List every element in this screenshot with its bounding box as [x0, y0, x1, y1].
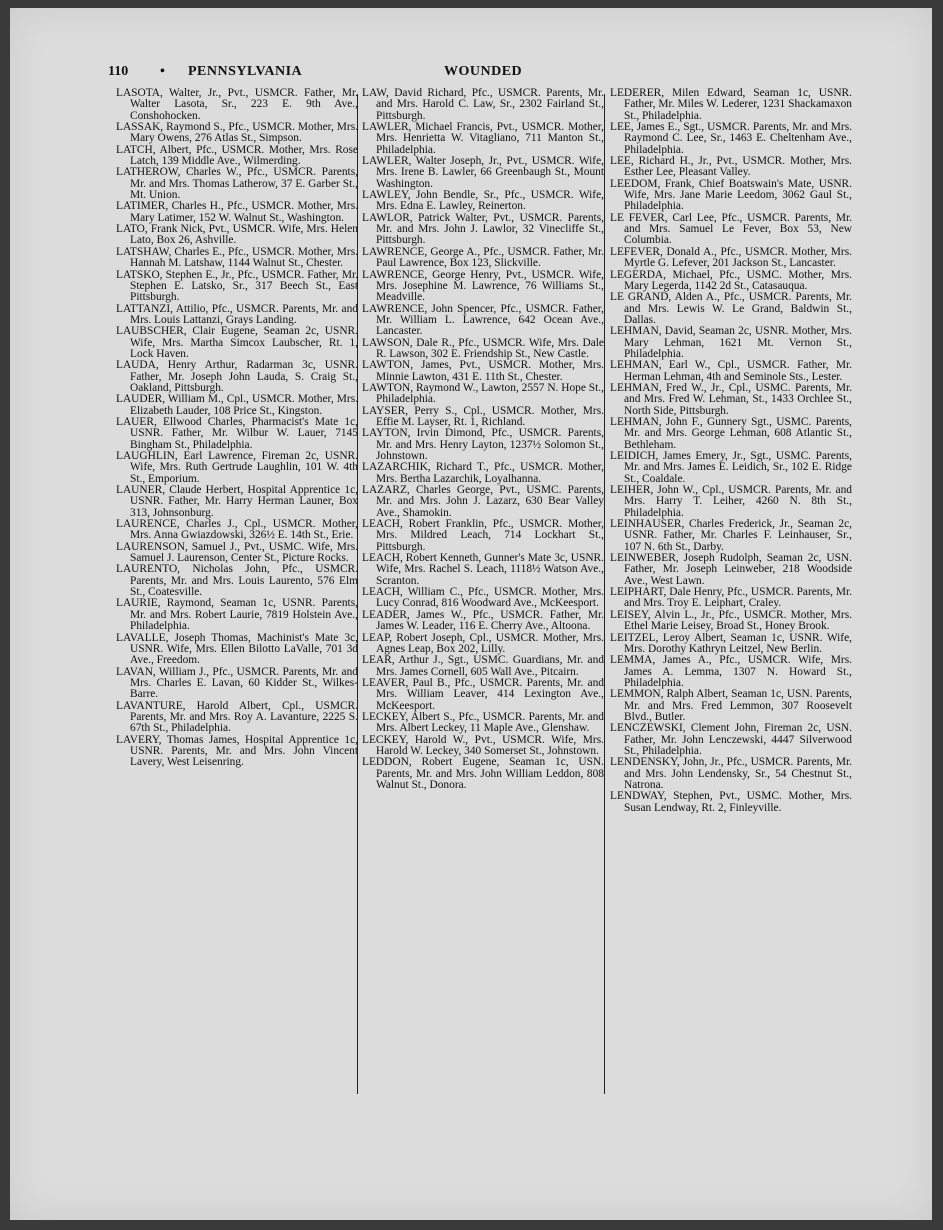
list-item: LAUDA, Henry Arthur, Radarman 3c, USNR. Father, Mr. Joseph John Lauda, S. Craig St., Oakland, Pittsburgh.: [116, 359, 358, 394]
list-item: LECKEY, Harold W., Pvt., USMCR. Wife, Mrs. Harold W. Leckey, 340 Somerset St., Johnstown.: [362, 733, 604, 757]
list-item: LEGERDA, Michael, Pfc., USMC. Mother, Mrs. Mary Legerda, 1142 2d St., Catasauqua.: [610, 268, 852, 292]
list-item: LATHEROW, Charles W., Pfc., USMCR. Parents, Mr. and Mrs. Thomas Latherow, 37 E. Garber St., Mt. Union.: [116, 166, 358, 202]
list-item: LAWTON, Raymond W., Lawton, 2557 N. Hope St., Philadelphia.: [362, 381, 604, 406]
list-item: LEINWEBER, Joseph Rudolph, Seaman 2c, USN. Father, Mr. Joseph Leinweber, 218 Woodside Ave., West Lawn.: [610, 552, 852, 587]
list-item: LAUBSCHER, Clair Eugene, Seaman 2c, USNR. Wife, Mrs. Martha Simcox Laubscher, Rt. 1, Lock Haven.: [116, 325, 358, 360]
list-item: LENCZEWSKI, Clement John, Fireman 2c, USN. Father, Mr. John Lenczewski, 4447 Silverwood St., Philadelphia.: [610, 722, 852, 757]
list-item: LAZARZ, Charles George, Pvt., USMC. Parents, Mr. and Mrs. John J. Lazarz, 630 Bear Valley Ave., Shamokin.: [362, 484, 604, 519]
list-item: LAZARCHIK, Richard T., Pfc., USMCR. Mother, Mrs. Bertha Lazarchik, Loyalhanna.: [362, 461, 604, 485]
list-item: LAURIE, Raymond, Seaman 1c, USNR. Parents, Mr. and Mrs. Robert Laurie, 7819 Holstein Ave., Philadelphia.: [116, 597, 358, 633]
list-item: LEAVER, Paul B., Pfc., USMCR. Parents, Mr. and Mrs. William Leaver, 414 Lexington Ave., McKeesport.: [362, 676, 604, 712]
list-item: LEE, Richard H., Jr., Pvt., USMCR. Mother, Mrs. Esther Lee, Pleasant Valley.: [610, 155, 852, 179]
list-item: LEAP, Robert Joseph, Cpl., USMCR. Mother, Mrs. Agnes Leap, Box 202, Lilly.: [362, 631, 604, 655]
section-title: WOUNDED: [444, 64, 523, 79]
page-number: 110: [108, 64, 129, 79]
list-item: LATTANZI, Attilio, Pfc., USMCR. Parents, Mr. and Mrs. Louis Lattanzi, Grays Landing.: [116, 302, 358, 326]
list-item: LATCH, Albert, Pfc., USMCR. Mother, Mrs. Rose Latch, 139 Middle Ave., Wilmerding.: [116, 143, 358, 168]
list-item: LEHMAN, David, Seaman 2c, USNR. Mother, Mrs. Mary Lehman, 1621 Mt. Vernon St., Philadelphia.: [610, 325, 852, 360]
list-item: LAWLOR, Patrick Walter, Pvt., USMCR. Parents, Mr. and Mrs. John J. Lawlor, 32 Vinecliffe St., Pittsburgh.: [362, 211, 604, 247]
list-item: LEITZEL, Leroy Albert, Seaman 1c, USNR. Wife, Mrs. Dorothy Kathryn Leitzel, New Berlin.: [610, 631, 852, 655]
listing-columns: [0, 88, 943, 1208]
list-item: LAUNER, Claude Herbert, Hospital Apprentice 1c, USNR. Father, Mr. Harry Herman Launer, Box 313, Johnsonburg.: [116, 484, 358, 519]
list-item: LEMMA, James A., Pfc., USMCR. Wife, Mrs. James A. Lemma, 1307 N. Howard St., Philadelphia.: [610, 654, 852, 689]
list-item: LEDDON, Robert Eugene, Seaman 1c, USN. Parents, Mr. and Mrs. John William Leddon, 808 Walnut St., Donora.: [362, 756, 604, 791]
list-item: LEDERER, Milen Edward, Seaman 1c, USNR. Father, Mr. Miles W. Lederer, 1231 Shackamaxon St., Philadelphia.: [610, 87, 852, 122]
list-item: LAWLER, Michael Francis, Pvt., USMCR. Mother, Mrs. Henrietta W. Vitagliano, 711 Manton St., Philadelphia.: [362, 121, 604, 156]
list-item: LATSKO, Stephen E., Jr., Pfc., USMCR. Father, Mr. Stephen E. Latsko, Sr., 317 Beech St., East Pittsburgh.: [116, 268, 358, 304]
state-title: PENNSYLVANIA: [188, 64, 303, 79]
list-item: LEHMAN, Fred W., Jr., Cpl., USMC. Parents, Mr. and Mrs. Fred W. Lehman, St., 1433 Orchlee St., North Side, Pittsburgh.: [610, 381, 852, 417]
column-1: [116, 88, 358, 769]
list-item: LAUER, Ellwood Charles, Pharmacist's Mate 1c, USNR. Father, Mr. Wilbur W. Lauer, 7145 Bingham St., Philadelphia.: [116, 415, 358, 451]
list-item: LEADER, James W., Pfc., USMCR. Father, Mr. James W. Leader, 116 E. Cherry Ave., Altoona.: [362, 608, 604, 633]
list-item: LENDENSKY, John, Jr., Pfc., USMCR. Parents, Mr. and Mrs. John Lendensky, Sr., 54 Chestnut St., Natrona.: [610, 756, 852, 791]
list-item: LAYTON, Irvin Dimond, Pfc., USMCR. Parents, Mr. and Mrs. Henry Layton, 1237½ Solomon St., Johnstown.: [362, 427, 604, 462]
list-item: LEIDICH, James Emery, Jr., Sgt., USMC. Parents, Mr. and Mrs. James E. Leidich, Sr., 102 E. Ridge St., Coaldale.: [610, 450, 852, 485]
list-item: LATO, Frank Nick, Pvt., USMCR. Wife, Mrs. Helen Lato, Box 26, Ashville.: [116, 223, 358, 247]
list-item: LAVALLE, Joseph Thomas, Machinist's Mate 3c, USNR. Wife, Mrs. Ellen Bilotto LaValle, 701 3d Ave., Freedom.: [116, 631, 358, 667]
list-item: LEE, James E., Sgt., USMCR. Parents, Mr. and Mrs. Raymond C. Lee, Sr., 1463 E. Cheltenham Ave., Philadelphia.: [610, 121, 852, 156]
list-item: LEISEY, Alvin L., Jr., Pfc., USMCR. Mother, Mrs. Ethel Marie Leisey, Broad St., Honey Brook.: [610, 608, 852, 633]
list-item: LAYSER, Perry S., Cpl., USMCR. Mother, Mrs. Effie M. Layser, Rt. 1, Richland.: [362, 404, 604, 428]
list-item: LEHMAN, Earl W., Cpl., USMCR. Father, Mr. Herman Lehman, 4th and Seminole Sts., Lester.: [610, 359, 852, 383]
list-item: LENDWAY, Stephen, Pvt., USMC. Mother, Mrs. Susan Lendway, Rt. 2, Finleyville.: [610, 790, 852, 814]
list-item: LEIPHART, Dale Henry, Pfc., USMCR. Parents, Mr. and Mrs. Troy E. Leiphart, Craley.: [610, 586, 852, 610]
list-item: LAWRENCE, George Henry, Pvt., USMCR. Wife, Mrs. Josephine M. Lawrence, 76 Williams St., Meadville.: [362, 268, 604, 304]
list-item: LAURENTO, Nicholas John, Pfc., USMCR. Parents, Mr. and Mrs. Louis Laurento, 576 Elm St., Coatesville.: [116, 563, 358, 599]
list-item: LE GRAND, Alden A., Pfc., USMCR. Parents, Mr. and Mrs. Lewis W. Le Grand, Baldwin St., Dallas.: [610, 291, 852, 326]
list-item: LAVAN, William J., Pfc., USMCR. Parents, Mr. and Mrs. Charles E. Lavan, 60 Kidder St., Wilkes-Barre.: [116, 665, 358, 701]
list-item: LAWRENCE, George A., Pfc., USMCR. Father, Mr. Paul Lawrence, Box 123, Slickville.: [362, 245, 604, 270]
list-item: LAVANTURE, Harold Albert, Cpl., USMCR. Parents, Mr. and Mrs. Roy A. Lavanture, 2225 S. 67th St., Philadelphia.: [116, 699, 358, 735]
list-item: LEACH, Robert Franklin, Pfc., USMCR. Mother, Mrs. Mildred Leach, 714 Lockhart St., Pittsburgh.: [362, 518, 604, 553]
list-item: LAUGHLIN, Earl Lawrence, Fireman 2c, USNR. Wife, Mrs. Ruth Gertrude Laughlin, 101 W. 4th St., Emporium.: [116, 450, 358, 485]
list-item: LASOTA, Walter, Jr., Pvt., USMCR. Father, Mr. Walter Lasota, Sr., 223 E. 9th Ave., Conshohocken.: [116, 87, 358, 122]
list-item: LAWLEY, John Bendle, Sr., Pfc., USMCR. Wife, Mrs. Edna E. Lawley, Reinerton.: [362, 189, 604, 213]
list-item: LAW, David Richard, Pfc., USMCR. Parents, Mr. and Mrs. Harold C. Law, Sr., 2302 Fairland St., Pittsburgh.: [362, 87, 604, 122]
list-item: LEACH, William C., Pfc., USMCR. Mother, Mrs. Lucy Conrad, 816 Woodward Ave., McKeesport.: [362, 586, 604, 610]
header-bullet: •: [160, 64, 165, 79]
list-item: LEHMAN, John F., Gunnery Sgt., USMC. Parents, Mr. and Mrs. George Lehman, 608 Atlantic St., Bethleham.: [610, 415, 852, 451]
list-item: LE FEVER, Carl Lee, Pfc., USMCR. Parents, Mr. and Mrs. Samuel Le Fever, Box 53, New Columbia.: [610, 211, 852, 247]
list-item: LAVERY, Thomas James, Hospital Apprentice 1c, USNR. Parents, Mr. and Mrs. John Vincent Lavery, West Leisenring.: [116, 733, 358, 769]
list-item: LAWRENCE, John Spencer, Pfc., USMCR. Father, Mr. William L. Lawrence, 642 Ocean Ave., Lancaster.: [362, 302, 604, 338]
list-item: LASSAK, Raymond S., Pfc., USMCR. Mother, Mrs. Mary Owens, 276 Atlas St., Simpson.: [116, 121, 358, 145]
list-item: LEFEVER, Donald A., Pfc., USMCR. Mother, Mrs. Myrtle G. Lefever, 201 Jackson St., Lancaster.: [610, 245, 852, 270]
list-item: LAWSON, Dale R., Pfc., USMCR. Wife, Mrs. Dale R. Lawson, 302 E. Friendship St., New Castle.: [362, 336, 604, 360]
page-header: [108, 64, 848, 84]
list-item: LEIHER, John W., Cpl., USMCR. Parents, Mr. and Mrs. Harry T. Leiher, 4260 N. 8th St., Philadelphia.: [610, 484, 852, 519]
list-item: LAWLER, Walter Joseph, Jr., Pvt., USMCR. Wife, Mrs. Irene B. Lawler, 66 Greenbaugh St., Mount Washington.: [362, 155, 604, 190]
column-2: [362, 88, 604, 791]
list-item: LAWTON, James, Pvt., USMCR. Mother, Mrs. Minnie Lawton, 431 E. 11th St., Chester.: [362, 359, 604, 383]
list-item: LAUDER, William M., Cpl., USMCR. Mother, Mrs. Elizabeth Lauder, 108 Price St., Kingston.: [116, 393, 358, 417]
list-item: LATIMER, Charles H., Pfc., USMCR. Mother, Mrs. Mary Latimer, 152 W. Walnut St., Washington.: [116, 200, 358, 224]
list-item: LATSHAW, Charles E., Pfc., USMCR. Mother, Mrs. Hannah M. Latshaw, 1144 Walnut St., Chester.: [116, 245, 358, 270]
list-item: LECKEY, Albert S., Pfc., USMCR. Parents, Mr. and Mrs. Albert Leckey, 11 Maple Ave., Glenshaw.: [362, 710, 604, 735]
list-item: LEINHAUSER, Charles Frederick, Jr., Seaman 2c, USNR. Father, Mr. Charles F. Leinhauser, Sr., 107 N. 6th St., Darby.: [610, 518, 852, 553]
list-item: LEEDOM, Frank, Chief Boatswain's Mate, USNR. Wife, Mrs. Jane Marie Leedom, 3062 Gaul St., Philadelphia.: [610, 177, 852, 213]
list-item: LEAR, Arthur J., Sgt., USMC. Guardians, Mr. and Mrs. James Cornell, 605 Wall Ave., Pitcairn.: [362, 654, 604, 678]
list-item: LEMMON, Ralph Albert, Seaman 1c, USN. Parents, Mr. and Mrs. Fred Lemmon, 307 Roosevelt Blvd., Butler.: [610, 688, 852, 723]
list-item: LEACH, Robert Kenneth, Gunner's Mate 3c, USNR. Wife, Mrs. Rachel S. Leach, 1118½ Watson Ave., Scranton.: [362, 552, 604, 587]
list-item: LAURENSON, Samuel J., Pvt., USMC. Wife, Mrs. Samuel J. Laurenson, Center St., Picture Rocks.: [116, 540, 358, 565]
list-item: LAURENCE, Charles J., Cpl., USMCR. Mother, Mrs. Anna Gwiazdowski, 326½ E. 14th St., Erie.: [116, 518, 358, 542]
column-3: [610, 88, 852, 814]
